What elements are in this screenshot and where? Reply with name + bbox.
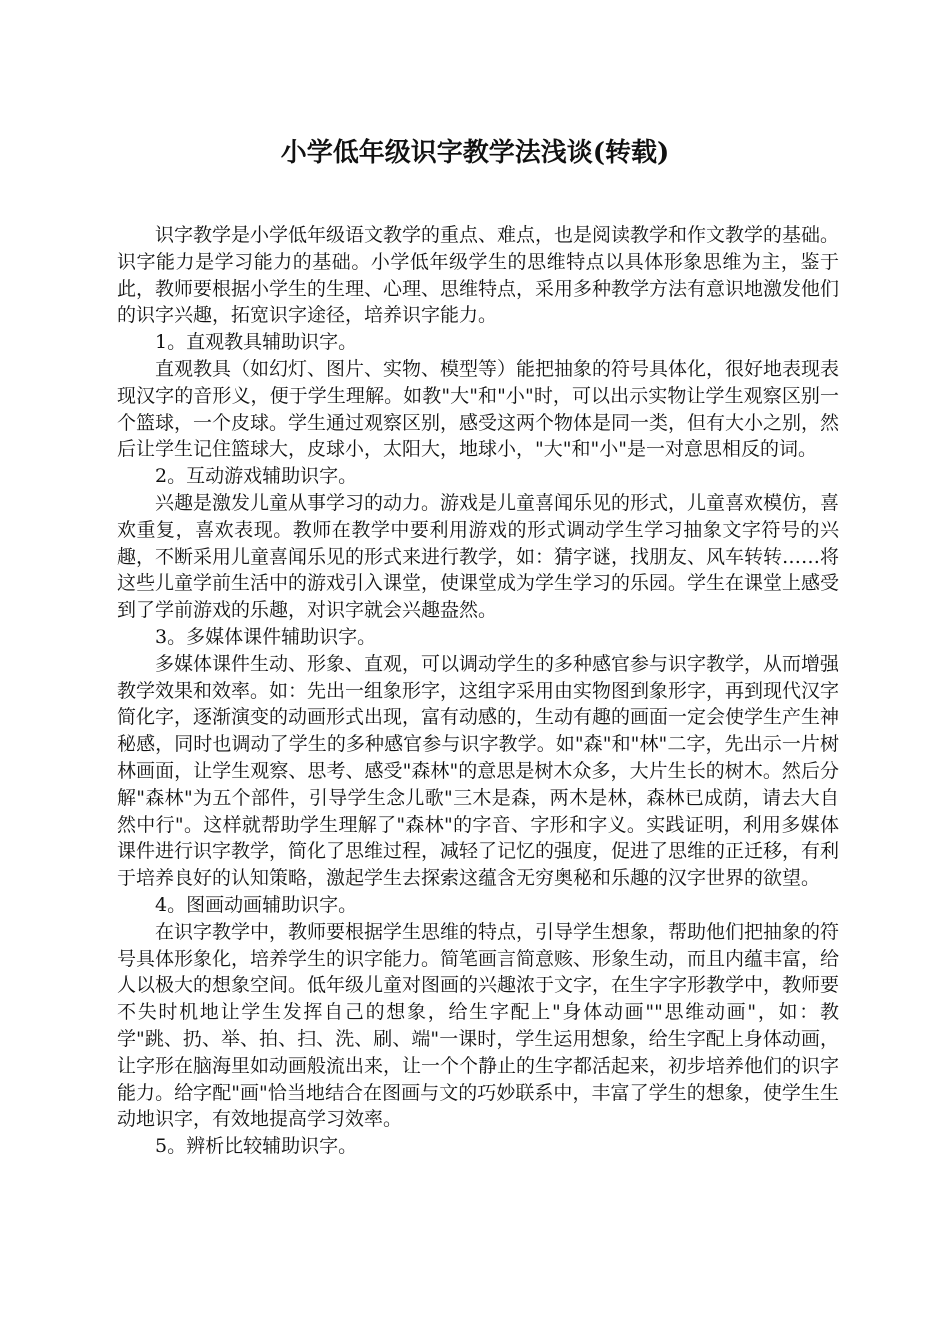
section-paragraph-1: 直观教具（如幻灯、图片、实物、模型等）能把抽象的符号具体化，很好地表现表现汉字的音形义，便于学生理解。如教"大"和"小"时，可以出示实物让学生观察区别一个篮球，一个皮球。学生通过观察区别，感受这两个物体是同一类，但有大小之别，然后让学生记住篮球大，皮球小，太阳大，地球小，"大"和"小"是一对意思相反的词。	[117, 357, 840, 461]
article-body	[117, 222, 839, 1160]
section-paragraph-3: 多媒体课件生动、形象、直观，可以调动学生的多种感官参与识字教学，从而增强教学效果和效率。如：先出一组象形字，这组字采用由实物图到象形字，再到现代汉字简化字，逐渐演变的动画形式出现，富有动感的，生动有趣的画面一定会使学生产生神秘感，同时也调动了学生的多种感官参与识字教学。如"森"和"林"二字，先出示一片树林画面，让学生观察、思考、感受"森林"的意思是树木众多，大片生长的树木。然后分解"森林"为五个部件，引导学生念儿歌"三木是森，两木是林，森林已成荫，请去大自然中行"。这样就帮助学生理解了"森林"的字音、字形和字义。实践证明，利用多媒体课件进行识字教学，简化了思维过程，减轻了记忆的强度，促进了思维的正迁移，有利于培养良好的认知策略，激起学生去探索这蕴含无穷奥秘和乐趣的汉字世界的欲望。	[117, 652, 840, 890]
intro-paragraph: 识字教学是小学低年级语文教学的重点、难点，也是阅读教学和作文教学的基础。识字能力是学习能力的基础。小学低年级学生的思维特点以具体形象思维为主，鉴于此，教师要根据小学生的生理、心理、思维特点，采用多种教学方法有意识地激发他们的识字兴趣，拓宽识字途径，培养识字能力。	[117, 224, 840, 327]
section-heading-4: 4。图画动画辅助识字。	[155, 893, 358, 916]
section-heading-2: 2。互动游戏辅助识字。	[155, 465, 358, 488]
page-title: 小学低年级识字教学法浅谈(转载)	[280, 138, 670, 168]
section-heading-5: 5。辨析比较辅助识字。	[155, 1135, 358, 1158]
section-paragraph-2: 兴趣是激发儿童从事学习的动力。游戏是儿童喜闻乐见的形式，儿童喜欢模仿，喜欢重复，喜欢表现。教师在教学中要利用游戏的形式调动学生学习抽象文字符号的兴趣，不断采用儿童喜闻乐见的形式来进行教学，如：猜字谜，找朋友、风车转转……将这些儿童学前生活中的游戏引入课堂，使课堂成为学生学习的乐园。学生在课堂上感受到了学前游戏的乐趣，对识字就会兴趣盎然。	[117, 491, 840, 622]
section-paragraph-4: 在识字教学中，教师要根据学生思维的特点，引导学生想象，帮助他们把抽象的符号具体形象化，培养学生的识字能力。简笔画言简意赅、形象生动，而且内蕴丰富，给人以极大的想象空间。低年级儿童对图画的兴趣浓于文字，在生字字形教学中，教师要不失时机地让学生发挥自己的想象，给生字配上"身体动画""思维动画"，如：教学"跳、扔、举、拍、扫、洗、刷、端"一课时，学生运用想象，给生字配上身体动画，让字形在脑海里如动画般流出来，让一个个静止的生字都活起来，初步培养他们的识字能力。给字配"画"恰当地结合在图画与文的巧妙联系中，丰富了学生的想象，使学生生动地识字，有效地提高学习效率。	[117, 920, 840, 1131]
section-heading-3: 3。多媒体课件辅助识字。	[155, 625, 377, 648]
section-heading-1: 1。直观教具辅助识字。	[155, 331, 358, 354]
